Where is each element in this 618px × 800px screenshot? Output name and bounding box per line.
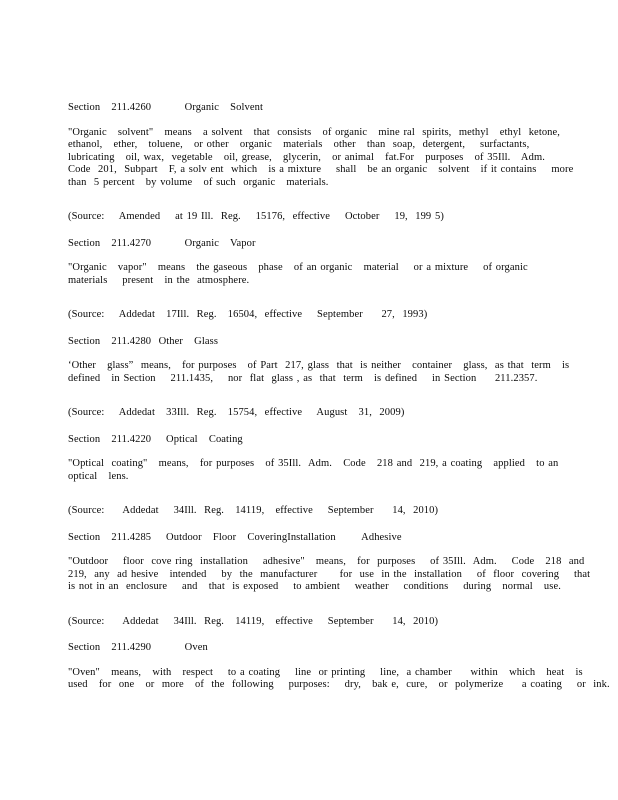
text-line: "Outdoor floor cove ring installation adhesive" means, for purposes of 35Ill. Adm. Code 218 and	[68, 556, 585, 567]
text-line: Section 211.4270 Organic Vapor	[68, 237, 256, 249]
text-line: (Source: Addedat 34Ill. Reg. 14119, effective September 14, 2010)	[68, 615, 439, 627]
text-line: Code 201, Subpart F, a solv ent which is a mixture shall be an organic solvent if it contains more	[68, 164, 574, 175]
text-line: (Source: Amended at 19 Ill. Reg. 15176, effective October 19, 199 5)	[68, 211, 444, 222]
text-line: is not in an enclosure and that is exposed to ambient weather conditions during normal use.	[68, 581, 561, 592]
source-note-211-4270	[68, 309, 558, 322]
text-line: "Optical coating" means, for purposes of 35Ill. Adm. Code 218 and 219, a coating applied to an	[68, 458, 559, 469]
text-line: (Source: Addedat 33Ill. Reg. 15754, effective August 31, 2009)	[68, 407, 405, 418]
text-line: lubricating oil, wax, vegetable oil, grease, glycerin, or animal fat.For purposes of 35Ill. Adm.	[68, 151, 545, 163]
definition-oven	[68, 666, 610, 692]
text-line: materials present in the atmosphere.	[68, 274, 250, 286]
text-line: ‘Other glass” means, for purposes of Part 217, glass that is neither container glass, as that term is	[68, 360, 570, 371]
source-note-211-4285	[68, 616, 558, 629]
section-heading-211-4260	[68, 102, 558, 115]
text-line: Section 211.4285 Outdoor Floor CoveringInstallation Adhesive	[68, 531, 402, 543]
section-heading-211-4290	[68, 642, 558, 655]
text-line: Section 211.4280 Other Glass	[68, 335, 219, 347]
section-heading-211-4285	[68, 532, 558, 545]
section-heading-211-4280	[68, 336, 558, 349]
text-line: used for one or more of the following purposes: dry, bak e, cure, or polymerize a coating or ink.	[68, 679, 610, 690]
definition-other-glass	[68, 360, 570, 385]
source-note-211-4220	[68, 505, 558, 518]
text-line: "Organic solvent" means a solvent that consists of organic mine ral spirits, methyl ethyl ketone,	[68, 126, 561, 138]
text-line: than 5 percent by volume of such organic materials.	[68, 176, 329, 188]
text-line: "Oven" means, with respect to a coating line or printing line, a chamber within which heat is	[68, 666, 583, 678]
text-line: optical lens.	[68, 470, 129, 482]
text-line: 219, any ad hesive intended by the manufacturer for use in the installation of floor covering that	[68, 568, 591, 580]
definition-organic-solvent	[68, 126, 574, 190]
definition-optical-coating	[68, 458, 558, 483]
source-note-211-4260	[68, 211, 558, 224]
text-line: Section 211.4290 Oven	[68, 642, 208, 653]
text-line: ethanol, ether, toluene, or other organic materials other than soap, detergent, surfactants,	[68, 139, 530, 150]
text-line: (Source: Addedat 34Ill. Reg. 14119, effective September 14, 2010)	[68, 505, 439, 516]
text-line: Section 211.4260 Organic Solvent	[68, 102, 263, 113]
text-line: (Source: Addedat 17Ill. Reg. 16504, effective September 27, 1993)	[68, 309, 428, 320]
section-heading-211-4270	[68, 238, 558, 251]
document-body	[68, 102, 610, 692]
definition-outdoor-floor-covering-installation-adhesive	[68, 556, 591, 594]
text-line: defined in Section 211.1435, nor flat glass , as that term is defined in Section 211.2357.	[68, 372, 538, 384]
section-heading-211-4220	[68, 434, 558, 447]
text-line: Section 211.4220 Optical Coating	[68, 433, 243, 445]
definition-organic-vapor	[68, 262, 558, 287]
text-line: "Organic vapor" means the gaseous phase of an organic material or a mixture of organic	[68, 262, 528, 273]
source-note-211-4280	[68, 407, 558, 420]
